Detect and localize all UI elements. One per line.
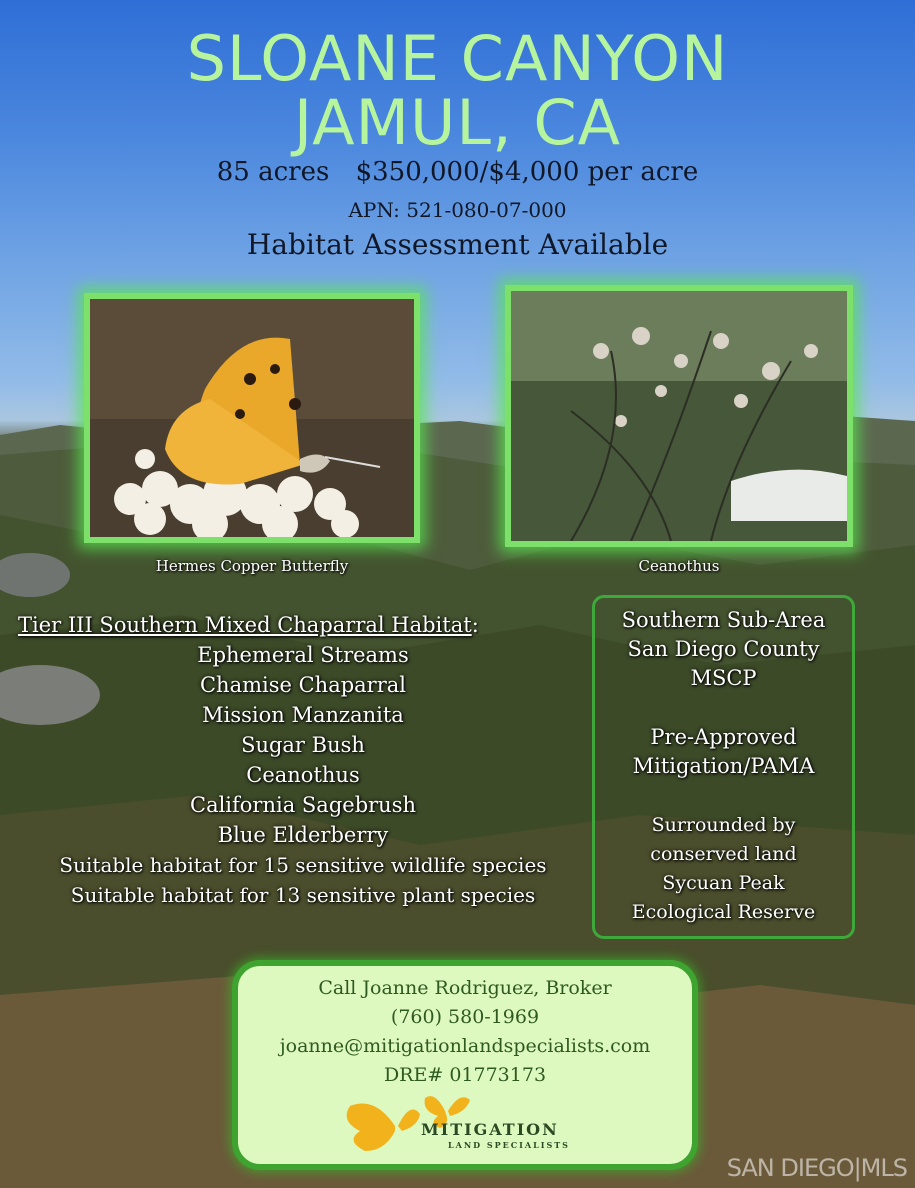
habitat-item: Chamise Chaparral bbox=[199, 673, 406, 697]
habitat-item: Ceanothus bbox=[246, 763, 360, 787]
assessment-text: Habitat Assessment Available bbox=[246, 228, 669, 261]
habitat-item: Suitable habitat for 13 sensitive plant species bbox=[70, 883, 536, 907]
contact-phone[interactable]: (760) 580-1969 bbox=[390, 1006, 540, 1028]
side-line: Pre-Approved bbox=[650, 725, 797, 749]
habitat-heading-text: Tier III Southern Mixed Chaparral Habitat bbox=[18, 613, 472, 637]
habitat-item: California Sagebrush bbox=[190, 793, 416, 817]
habitat-list bbox=[18, 610, 588, 910]
mscp-info-box bbox=[592, 595, 855, 939]
side-line: San Diego County bbox=[627, 637, 820, 661]
side-line: Southern Sub-Area bbox=[621, 608, 826, 632]
side-line: Sycuan Peak bbox=[662, 872, 785, 894]
mls-watermark: SAN DIEGO|MLS bbox=[726, 1154, 907, 1182]
ceanothus-caption: Ceanothus bbox=[638, 557, 720, 575]
title-line-1: SLOANE CANYON bbox=[186, 22, 729, 95]
contact-email[interactable]: joanne@mitigationlandspecialists.com bbox=[279, 1035, 651, 1057]
habitat-heading bbox=[18, 610, 588, 640]
side-line: MSCP bbox=[690, 666, 757, 690]
title-line-2: JAMUL, CA bbox=[293, 86, 622, 159]
ceanothus-photo bbox=[505, 285, 853, 547]
side-line: Surrounded by bbox=[651, 814, 796, 836]
contact-name: Call Joanne Rodriguez, Broker bbox=[318, 977, 612, 999]
shrub-image-icon bbox=[511, 291, 847, 541]
price-line bbox=[0, 157, 915, 187]
logo-tagline: LAND SPECIALISTS bbox=[448, 1140, 570, 1150]
butterfly-image-icon bbox=[90, 299, 414, 537]
price-text: $350,000/$4,000 per acre bbox=[355, 157, 699, 187]
contact-dre: DRE# 01773173 bbox=[383, 1064, 547, 1086]
acres-text: 85 acres bbox=[216, 157, 330, 187]
habitat-item: Ephemeral Streams bbox=[197, 643, 409, 667]
habitat-heading-colon: : bbox=[471, 613, 479, 637]
butterfly-caption: Hermes Copper Butterfly bbox=[155, 557, 349, 575]
habitat-item: Mission Manzanita bbox=[202, 703, 404, 727]
habitat-item: Sugar Bush bbox=[241, 733, 365, 757]
habitat-item: Blue Elderberry bbox=[217, 823, 389, 847]
logo-name: MITIGATION bbox=[421, 1120, 559, 1139]
butterfly-photo bbox=[84, 293, 420, 543]
habitat-item: Suitable habitat for 15 sensitive wildlife species bbox=[59, 853, 547, 877]
side-line: Ecological Reserve bbox=[631, 901, 816, 923]
side-line: Mitigation/PAMA bbox=[632, 754, 815, 778]
apn-text: APN: 521-080-07-000 bbox=[348, 198, 567, 222]
side-line: conserved land bbox=[650, 843, 797, 865]
